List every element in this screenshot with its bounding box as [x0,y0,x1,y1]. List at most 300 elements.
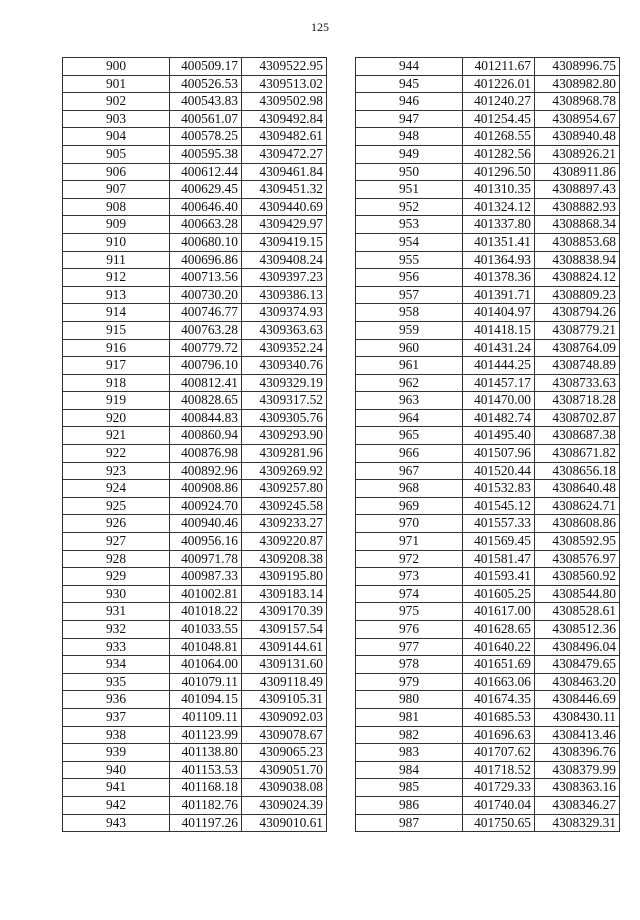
x-coordinate-cell: 401557.33 [463,515,535,533]
table-row [356,621,620,639]
x-coordinate-cell: 401457.17 [463,374,535,392]
table-row [356,480,620,498]
x-coordinate-cell: 401640.22 [463,638,535,656]
table-row [63,181,327,199]
point-number-cell: 926 [63,515,170,533]
point-number-cell: 942 [63,796,170,814]
point-number-cell: 936 [63,691,170,709]
y-coordinate-cell: 4308982.80 [535,75,620,93]
table-row [356,445,620,463]
table-row [63,726,327,744]
point-number-cell: 901 [63,75,170,93]
point-number-cell: 922 [63,445,170,463]
table-row [63,269,327,287]
point-number-cell: 971 [356,533,463,551]
x-coordinate-cell: 401254.45 [463,110,535,128]
point-number-cell: 945 [356,75,463,93]
table-row [63,374,327,392]
x-coordinate-cell: 401718.52 [463,761,535,779]
table-row [356,110,620,128]
point-number-cell: 911 [63,251,170,269]
x-coordinate-cell: 401197.26 [170,814,242,832]
x-coordinate-cell: 401431.24 [463,339,535,357]
x-coordinate-cell: 400646.40 [170,198,242,216]
x-coordinate-cell: 401532.83 [463,480,535,498]
table-row [356,691,620,709]
point-number-cell: 919 [63,392,170,410]
table-row [356,515,620,533]
table-row [63,110,327,128]
y-coordinate-cell: 4308911.86 [535,163,620,181]
x-coordinate-cell: 401605.25 [463,585,535,603]
point-number-cell: 944 [356,58,463,76]
x-coordinate-cell: 401617.00 [463,603,535,621]
y-coordinate-cell: 4309305.76 [242,409,327,427]
y-coordinate-cell: 4308430.11 [535,708,620,726]
y-coordinate-cell: 4309131.60 [242,656,327,674]
x-coordinate-cell: 401296.50 [463,163,535,181]
table-row [356,251,620,269]
point-number-cell: 956 [356,269,463,287]
y-coordinate-cell: 4308748.89 [535,357,620,375]
point-number-cell: 923 [63,462,170,480]
table-row [63,427,327,445]
table-row [63,339,327,357]
table-row [356,269,620,287]
x-coordinate-cell: 400908.86 [170,480,242,498]
x-coordinate-cell: 401545.12 [463,497,535,515]
table-row [356,128,620,146]
x-coordinate-cell: 401033.55 [170,621,242,639]
x-coordinate-cell: 400730.20 [170,286,242,304]
x-coordinate-cell: 401593.41 [463,568,535,586]
table-row [63,321,327,339]
table-row [63,761,327,779]
point-number-cell: 981 [356,708,463,726]
y-coordinate-cell: 4308608.86 [535,515,620,533]
y-coordinate-cell: 4308764.09 [535,339,620,357]
y-coordinate-cell: 4309340.76 [242,357,327,375]
x-coordinate-cell: 401211.67 [463,58,535,76]
x-coordinate-cell: 401569.45 [463,533,535,551]
y-coordinate-cell: 4309429.97 [242,216,327,234]
point-number-cell: 920 [63,409,170,427]
table-row [63,93,327,111]
x-coordinate-cell: 401310.35 [463,181,535,199]
point-number-cell: 974 [356,585,463,603]
y-coordinate-cell: 4309451.32 [242,181,327,199]
point-number-cell: 917 [63,357,170,375]
x-coordinate-cell: 400956.16 [170,533,242,551]
point-number-cell: 951 [356,181,463,199]
y-coordinate-cell: 4309195.80 [242,568,327,586]
point-number-cell: 978 [356,656,463,674]
point-number-cell: 925 [63,497,170,515]
table-row [356,233,620,251]
y-coordinate-cell: 4308996.75 [535,58,620,76]
page-number: 125 [311,20,329,34]
point-number-cell: 941 [63,779,170,797]
y-coordinate-cell: 4308779.21 [535,321,620,339]
y-coordinate-cell: 4309352.24 [242,339,327,357]
x-coordinate-cell: 401094.15 [170,691,242,709]
y-coordinate-cell: 4308824.12 [535,269,620,287]
point-number-cell: 962 [356,374,463,392]
point-number-cell: 973 [356,568,463,586]
point-number-cell: 950 [356,163,463,181]
y-coordinate-cell: 4308346.27 [535,796,620,814]
y-coordinate-cell: 4309208.38 [242,550,327,568]
point-number-cell: 918 [63,374,170,392]
table-row [356,673,620,691]
y-coordinate-cell: 4309492.84 [242,110,327,128]
point-number-cell: 970 [356,515,463,533]
point-number-cell: 916 [63,339,170,357]
x-coordinate-cell: 400940.46 [170,515,242,533]
y-coordinate-cell: 4309317.52 [242,392,327,410]
x-coordinate-cell: 401064.00 [170,656,242,674]
x-coordinate-cell: 401048.81 [170,638,242,656]
point-number-cell: 976 [356,621,463,639]
point-number-cell: 907 [63,181,170,199]
table-row [356,216,620,234]
point-number-cell: 968 [356,480,463,498]
y-coordinate-cell: 4309397.23 [242,269,327,287]
y-coordinate-cell: 4308718.28 [535,392,620,410]
table-row [63,357,327,375]
x-coordinate-cell: 401351.41 [463,233,535,251]
point-number-cell: 933 [63,638,170,656]
table-row [356,497,620,515]
x-coordinate-cell: 401495.40 [463,427,535,445]
y-coordinate-cell: 4309363.63 [242,321,327,339]
y-coordinate-cell: 4308329.31 [535,814,620,832]
y-coordinate-cell: 4309522.95 [242,58,327,76]
y-coordinate-cell: 4309024.39 [242,796,327,814]
point-number-cell: 937 [63,708,170,726]
y-coordinate-cell: 4309157.54 [242,621,327,639]
x-coordinate-cell: 400663.28 [170,216,242,234]
table-row [356,533,620,551]
y-coordinate-cell: 4309118.49 [242,673,327,691]
x-coordinate-cell: 401123.99 [170,726,242,744]
x-coordinate-cell: 401109.11 [170,708,242,726]
point-number-cell: 910 [63,233,170,251]
point-number-cell: 929 [63,568,170,586]
table-row [356,163,620,181]
table-row [356,568,620,586]
x-coordinate-cell: 400713.56 [170,269,242,287]
y-coordinate-cell: 4308363.16 [535,779,620,797]
x-coordinate-cell: 400526.53 [170,75,242,93]
y-coordinate-cell: 4309440.69 [242,198,327,216]
point-number-cell: 934 [63,656,170,674]
y-coordinate-cell: 4308702.87 [535,409,620,427]
point-number-cell: 940 [63,761,170,779]
point-number-cell: 935 [63,673,170,691]
x-coordinate-cell: 401378.36 [463,269,535,287]
x-coordinate-cell: 400924.70 [170,497,242,515]
x-coordinate-cell: 401470.00 [463,392,535,410]
table-row [63,568,327,586]
x-coordinate-cell: 400696.86 [170,251,242,269]
y-coordinate-cell: 4308379.99 [535,761,620,779]
y-coordinate-cell: 4309502.98 [242,93,327,111]
x-coordinate-cell: 400595.38 [170,145,242,163]
x-coordinate-cell: 401391.71 [463,286,535,304]
y-coordinate-cell: 4308544.80 [535,585,620,603]
table-row [63,445,327,463]
table-row [63,691,327,709]
y-coordinate-cell: 4309010.61 [242,814,327,832]
x-coordinate-cell: 401581.47 [463,550,535,568]
x-coordinate-cell: 401002.81 [170,585,242,603]
table-row [356,708,620,726]
x-coordinate-cell: 401628.65 [463,621,535,639]
table-row [356,357,620,375]
x-coordinate-cell: 400763.28 [170,321,242,339]
x-coordinate-cell: 401240.27 [463,93,535,111]
x-coordinate-cell: 400629.45 [170,181,242,199]
table-row [63,480,327,498]
table-row [356,796,620,814]
table-row [63,814,327,832]
point-number-cell: 953 [356,216,463,234]
y-coordinate-cell: 4308592.95 [535,533,620,551]
x-coordinate-cell: 401507.96 [463,445,535,463]
x-coordinate-cell: 401138.80 [170,744,242,762]
point-number-cell: 955 [356,251,463,269]
point-number-cell: 930 [63,585,170,603]
x-coordinate-cell: 401520.44 [463,462,535,480]
point-number-cell: 903 [63,110,170,128]
point-number-cell: 972 [356,550,463,568]
table-row [63,796,327,814]
y-coordinate-cell: 4308560.92 [535,568,620,586]
y-coordinate-cell: 4309461.84 [242,163,327,181]
point-number-cell: 947 [356,110,463,128]
y-coordinate-cell: 4308853.68 [535,233,620,251]
point-number-cell: 969 [356,497,463,515]
table-row [63,58,327,76]
y-coordinate-cell: 4309092.03 [242,708,327,726]
point-number-cell: 958 [356,304,463,322]
point-number-cell: 980 [356,691,463,709]
point-number-cell: 959 [356,321,463,339]
table-row [356,198,620,216]
table-row [356,744,620,762]
table-row [356,93,620,111]
table-row [63,286,327,304]
x-coordinate-cell: 400860.94 [170,427,242,445]
y-coordinate-cell: 4308479.65 [535,656,620,674]
y-coordinate-cell: 4308926.21 [535,145,620,163]
point-number-cell: 913 [63,286,170,304]
y-coordinate-cell: 4309374.93 [242,304,327,322]
point-number-cell: 963 [356,392,463,410]
x-coordinate-cell: 400971.78 [170,550,242,568]
y-coordinate-cell: 4309144.61 [242,638,327,656]
y-coordinate-cell: 4309408.24 [242,251,327,269]
x-coordinate-cell: 400746.77 [170,304,242,322]
x-coordinate-cell: 400812.41 [170,374,242,392]
x-coordinate-cell: 401663.06 [463,673,535,691]
table-row [63,603,327,621]
point-number-cell: 915 [63,321,170,339]
point-number-cell: 982 [356,726,463,744]
table-row [63,533,327,551]
table-row [356,286,620,304]
y-coordinate-cell: 4308496.04 [535,638,620,656]
table-row [356,603,620,621]
coordinate-table-right [355,57,620,832]
y-coordinate-cell: 4309329.19 [242,374,327,392]
x-coordinate-cell: 401079.11 [170,673,242,691]
y-coordinate-cell: 4309257.80 [242,480,327,498]
y-coordinate-cell: 4309170.39 [242,603,327,621]
table-row [356,761,620,779]
y-coordinate-cell: 4308576.97 [535,550,620,568]
y-coordinate-cell: 4308640.48 [535,480,620,498]
point-number-cell: 983 [356,744,463,762]
point-number-cell: 938 [63,726,170,744]
y-coordinate-cell: 4309419.15 [242,233,327,251]
x-coordinate-cell: 401182.76 [170,796,242,814]
y-coordinate-cell: 4308838.94 [535,251,620,269]
x-coordinate-cell: 401282.56 [463,145,535,163]
point-number-cell: 948 [356,128,463,146]
table-row [356,374,620,392]
table-row [63,409,327,427]
x-coordinate-cell: 401685.53 [463,708,535,726]
table-row [356,304,620,322]
table-row [356,339,620,357]
point-number-cell: 939 [63,744,170,762]
table-row [63,145,327,163]
x-coordinate-cell: 400844.83 [170,409,242,427]
y-coordinate-cell: 4309183.14 [242,585,327,603]
point-number-cell: 949 [356,145,463,163]
point-number-cell: 931 [63,603,170,621]
y-coordinate-cell: 4308463.20 [535,673,620,691]
point-number-cell: 977 [356,638,463,656]
point-number-cell: 906 [63,163,170,181]
x-coordinate-cell: 401482.74 [463,409,535,427]
point-number-cell: 921 [63,427,170,445]
y-coordinate-cell: 4309482.61 [242,128,327,146]
y-coordinate-cell: 4308656.18 [535,462,620,480]
y-coordinate-cell: 4309269.92 [242,462,327,480]
x-coordinate-cell: 401674.35 [463,691,535,709]
y-coordinate-cell: 4308868.34 [535,216,620,234]
y-coordinate-cell: 4308968.78 [535,93,620,111]
x-coordinate-cell: 400987.33 [170,568,242,586]
y-coordinate-cell: 4308446.69 [535,691,620,709]
point-number-cell: 965 [356,427,463,445]
x-coordinate-cell: 400561.07 [170,110,242,128]
y-coordinate-cell: 4308794.26 [535,304,620,322]
point-number-cell: 909 [63,216,170,234]
x-coordinate-cell: 400892.96 [170,462,242,480]
table-row [356,321,620,339]
y-coordinate-cell: 4309065.23 [242,744,327,762]
point-number-cell: 961 [356,357,463,375]
point-number-cell: 904 [63,128,170,146]
x-coordinate-cell: 400828.65 [170,392,242,410]
table-row [356,145,620,163]
x-coordinate-cell: 401651.69 [463,656,535,674]
table-row [63,673,327,691]
point-number-cell: 905 [63,145,170,163]
table-row [356,656,620,674]
y-coordinate-cell: 4309078.67 [242,726,327,744]
x-coordinate-cell: 401729.33 [463,779,535,797]
table-row [356,550,620,568]
table-row [63,198,327,216]
y-coordinate-cell: 4308882.93 [535,198,620,216]
x-coordinate-cell: 401418.15 [463,321,535,339]
point-number-cell: 927 [63,533,170,551]
x-coordinate-cell: 400509.17 [170,58,242,76]
y-coordinate-cell: 4309220.87 [242,533,327,551]
table-row [63,550,327,568]
y-coordinate-cell: 4308396.76 [535,744,620,762]
y-coordinate-cell: 4308809.23 [535,286,620,304]
point-number-cell: 932 [63,621,170,639]
x-coordinate-cell: 401696.63 [463,726,535,744]
x-coordinate-cell: 401153.53 [170,761,242,779]
table-row [63,497,327,515]
point-number-cell: 964 [356,409,463,427]
x-coordinate-cell: 400578.25 [170,128,242,146]
x-coordinate-cell: 401018.22 [170,603,242,621]
table-row [63,75,327,93]
point-number-cell: 924 [63,480,170,498]
table-row [356,814,620,832]
table-row [63,163,327,181]
y-coordinate-cell: 4308624.71 [535,497,620,515]
y-coordinate-cell: 4309105.31 [242,691,327,709]
y-coordinate-cell: 4309513.02 [242,75,327,93]
coordinate-table-left [62,57,327,832]
point-number-cell: 946 [356,93,463,111]
x-coordinate-cell: 401337.80 [463,216,535,234]
point-number-cell: 952 [356,198,463,216]
table-row [356,427,620,445]
x-coordinate-cell: 401444.25 [463,357,535,375]
table-row [63,638,327,656]
point-number-cell: 914 [63,304,170,322]
point-number-cell: 985 [356,779,463,797]
point-number-cell: 966 [356,445,463,463]
point-number-cell: 986 [356,796,463,814]
point-number-cell: 954 [356,233,463,251]
table-row [356,58,620,76]
table-row [356,585,620,603]
table-row [63,392,327,410]
point-number-cell: 979 [356,673,463,691]
x-coordinate-cell: 401740.04 [463,796,535,814]
x-coordinate-cell: 401707.62 [463,744,535,762]
point-number-cell: 984 [356,761,463,779]
table-row [63,621,327,639]
y-coordinate-cell: 4309293.90 [242,427,327,445]
point-number-cell: 900 [63,58,170,76]
x-coordinate-cell: 401364.93 [463,251,535,269]
y-coordinate-cell: 4308687.38 [535,427,620,445]
table-row [63,515,327,533]
y-coordinate-cell: 4309233.27 [242,515,327,533]
